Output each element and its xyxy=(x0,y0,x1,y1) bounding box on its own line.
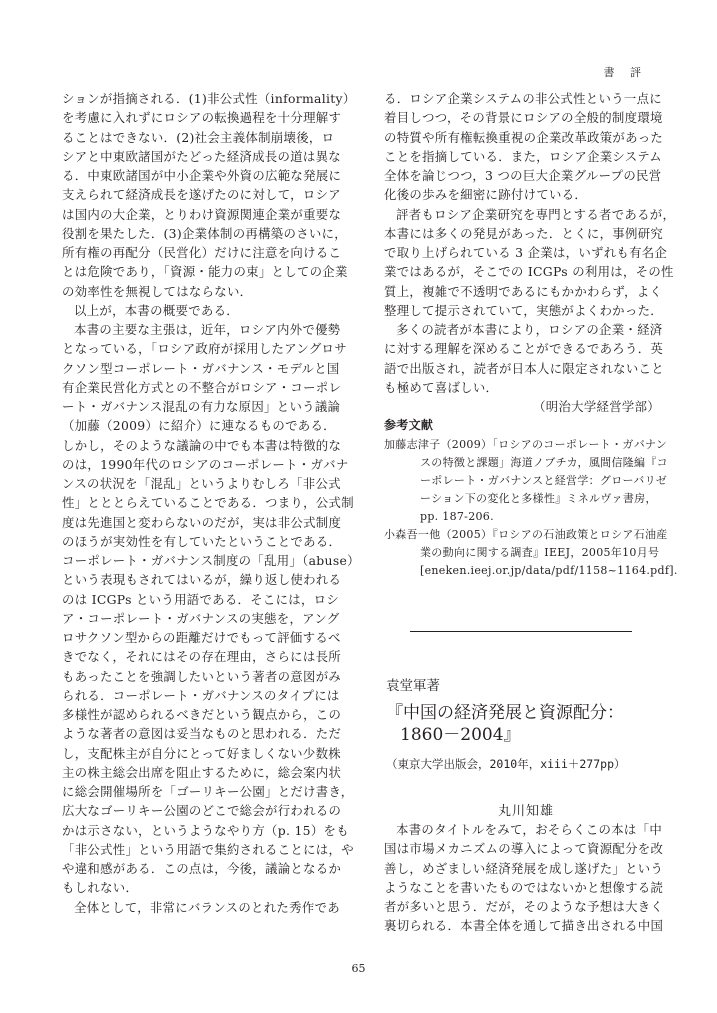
text-line: ア・コーポレート・ガバナンスの実態を，アング xyxy=(62,610,340,626)
section-divider xyxy=(410,631,632,632)
text-line: シアと中東欧諸国がたどった経済成長の道は異な xyxy=(62,148,341,164)
text-line: し，支配株主が自分にとって好ましくない少数株 xyxy=(62,745,341,761)
text-line: 整理して提示されていて，実態がよくわかった． xyxy=(384,302,663,318)
text-line: で取り上げられている 3 企業は，いずれも有名企 xyxy=(384,245,668,260)
reference-cont-line: pp. 187-206. xyxy=(420,509,494,523)
text-line: を考慮に入れずにロシアの転換過程を十分理解す xyxy=(62,110,342,126)
text-line: ションが指摘される．(1)非公式性（informality） xyxy=(62,91,356,106)
text-line: 以上が，本書の概要である． xyxy=(74,302,239,318)
text-line: 化後の歩みを細密に跡付けている． xyxy=(384,187,588,203)
text-line: となっている，「ロシア政府が採用したアングロサ xyxy=(62,341,347,357)
text-line: 裏切られる．本書全体を通して描き出される中国 xyxy=(384,918,664,934)
text-line: かは示さない，というようなやり方（p. 15）をも xyxy=(62,822,349,838)
text-line: も極めて喜ばしい． xyxy=(384,379,499,395)
text-line: もしれない． xyxy=(62,880,139,896)
text-line: る．ロシア企業システムの非公式性という一点に xyxy=(384,91,662,106)
text-line: は国内の大企業，とりわけ資源関連企業が重要な xyxy=(62,206,342,222)
text-line: 質上，複雑で不透明であるにもかかわらず，よく xyxy=(384,283,663,299)
reference-cont-line: スの特徴と課題」海道ノブチカ，風間信隆編『コ xyxy=(420,455,668,469)
reference-cont-line: [eneken.ieej.or.jp/data/pdf/1158~1164.pdf]. xyxy=(420,563,678,577)
reference-cont-line: ーション下の変化と多様性』ミネルヴァ書房， xyxy=(420,491,657,505)
reviewer-name: 丸川知雄 xyxy=(497,804,554,819)
text-line: コーポレート・ガバナンス制度の「乱用」（abuse） xyxy=(62,553,360,568)
text-line: 全体として，非常にバランスのとれた秀作であ xyxy=(74,899,340,915)
text-line: 本書には多くの発見があった．とくに，事例研究 xyxy=(384,225,664,241)
text-line: ンスの状況を「混乱」というよりむしろ「非公式 xyxy=(62,476,341,491)
text-line: 本書の主要な主張は，近年，ロシア内外で優勢 xyxy=(74,322,341,337)
text-line: に対する理解を深めることができるであろう．英 xyxy=(384,341,664,357)
text-line: もあったことを強調したいという著者の意図がみ xyxy=(62,668,342,684)
text-line: という表現もされてはいるが，繰り返し使われる xyxy=(62,572,342,588)
book-title-cont: 1860－2004』 xyxy=(400,725,521,745)
text-line: や違和感がある．この点は，今後，議論となるか xyxy=(62,861,342,876)
left-column xyxy=(62,89,362,917)
reference-item xyxy=(384,436,668,526)
review-body xyxy=(384,820,664,936)
text-line: ロサクソン型からの距離だけでもって評価するべ xyxy=(62,630,341,645)
text-line: る．中東欧諸国が中小企業や外資の広範な発展に xyxy=(62,168,342,183)
reference-first-line: 加藤志津子（2009）「ロシアのコーポレート・ガバナン xyxy=(384,437,668,451)
reference-first-line: 小森吾一他（2005）『ロシアの石油政策とロシア石油産 xyxy=(384,527,668,541)
text-line: 有企業民営化方式との不整合がロシア・コーポレ xyxy=(62,379,342,395)
text-line: の効率性を無視してはならない． xyxy=(62,283,253,299)
text-line: 性」とととらえていることである．つまり，公式制 xyxy=(62,495,354,511)
reference-item xyxy=(384,526,678,580)
text-line: のは，1990年代のロシアのコーポレート・ガバナ xyxy=(62,456,349,472)
text-line: 国は市場メカニズムの導入によって資源配分を改 xyxy=(384,841,664,857)
text-line: 支えられて経済成長を遂げたのに対して，ロシア xyxy=(62,187,341,203)
text-line: 役割を果たした．(3)企業体制の再構築のさいに， xyxy=(62,225,347,241)
text-line: 多様性が認められるべきだという観点から，この xyxy=(62,707,342,722)
text-line: の特質や所有権転換重視の企業改革政策があった xyxy=(384,129,664,145)
text-line: られる．コーポレート・ガバナンスのタイプには xyxy=(62,687,340,703)
book-title: 『中国の経済発展と資源配分： xyxy=(386,703,624,723)
reference-cont-line: ーポレート・ガバナンスと経営学：グローバリゼ xyxy=(420,473,668,487)
text-line: 善し，めざましい経済発展を成し遂げた」という xyxy=(384,860,664,876)
text-line: 多くの読者が本書により，ロシアの企業・経済 xyxy=(396,322,663,337)
text-line: 度は先進国と変わらないのだが，実は非公式制度 xyxy=(62,514,342,530)
book-publisher: （東京大学出版会，2010年，xiii＋277pp） xyxy=(386,757,626,771)
text-line: 着目しつつ，その背景にロシアの全般的制度環境 xyxy=(384,110,663,126)
text-line: ようなことを書いたものではないかと想像する読 xyxy=(384,879,664,895)
text-line: 所有権の再配分（民営化）だけに注意を向けるこ xyxy=(62,245,342,260)
text-line: ことを指摘している．また，ロシア企業システム xyxy=(384,148,662,164)
text-line: 本書のタイトルをみて，おそらくこの本は「中 xyxy=(396,822,663,837)
reviewer-affiliation: （明治大学経営学部） xyxy=(533,399,660,414)
text-line: 全体を論じつつ，3 つの巨大企業グループの民営 xyxy=(384,168,662,183)
text-line: ート・ガバナンス混乱の有力な原因」という議論 xyxy=(62,399,341,414)
text-line: 「非公式性」という用語で集約されることには，や xyxy=(62,841,354,857)
text-line: とは危険であり，「資源・能力の束」としての企業 xyxy=(62,264,348,280)
text-line: 者が多いと思う．だが，そのような予想は大きく xyxy=(384,899,664,914)
running-header: 書 評 xyxy=(603,66,647,79)
text-line: クソン型コーポレート・ガバナンス・モデルと国 xyxy=(62,360,340,376)
right-column xyxy=(384,89,678,580)
text-line: ような著者の意図は妥当なものと思われる．ただ xyxy=(62,726,342,742)
text-line: きでなく，それにはその存在理由，さらには長所 xyxy=(62,649,341,665)
text-line: 語で出版され，読者が日本人に限定されないこと xyxy=(384,360,664,376)
book-author: 袁堂軍著 xyxy=(386,678,440,694)
page-number: 65 xyxy=(351,962,366,975)
text-line: 主の株主総会出席を阻止するために，総会案内状 xyxy=(62,764,342,780)
text-line: のは ICGPs という用語である．そこには，ロシ xyxy=(62,591,340,607)
reference-cont-line: 業の動向に関する調査』IEEJ，2005年10月号 xyxy=(420,545,660,559)
text-line: （加藤（2009）に紹介）に連なるものである． xyxy=(62,418,336,434)
text-line: 評者もロシア企業研究を専門とする者であるが， xyxy=(396,206,676,222)
text-line: ることはできない．(2)社会主義体制崩壊後，ロ xyxy=(62,129,335,145)
review-header xyxy=(386,674,666,819)
text-line: 広大なゴーリキー公園のどこで総会が行われるの xyxy=(62,803,342,819)
text-line: のほうが実効性を有していたということである． xyxy=(62,533,342,549)
text-line: に総会開催場所を「ゴーリキー公園」とだけ書き， xyxy=(62,784,354,799)
text-line: しかし，そのような議論の中でも本書は特徴的な xyxy=(62,437,342,453)
text-line: 業ではあるが，そこでの ICGPs の利用は，その性 xyxy=(384,264,674,280)
references-heading: 参考文献 xyxy=(384,418,434,433)
